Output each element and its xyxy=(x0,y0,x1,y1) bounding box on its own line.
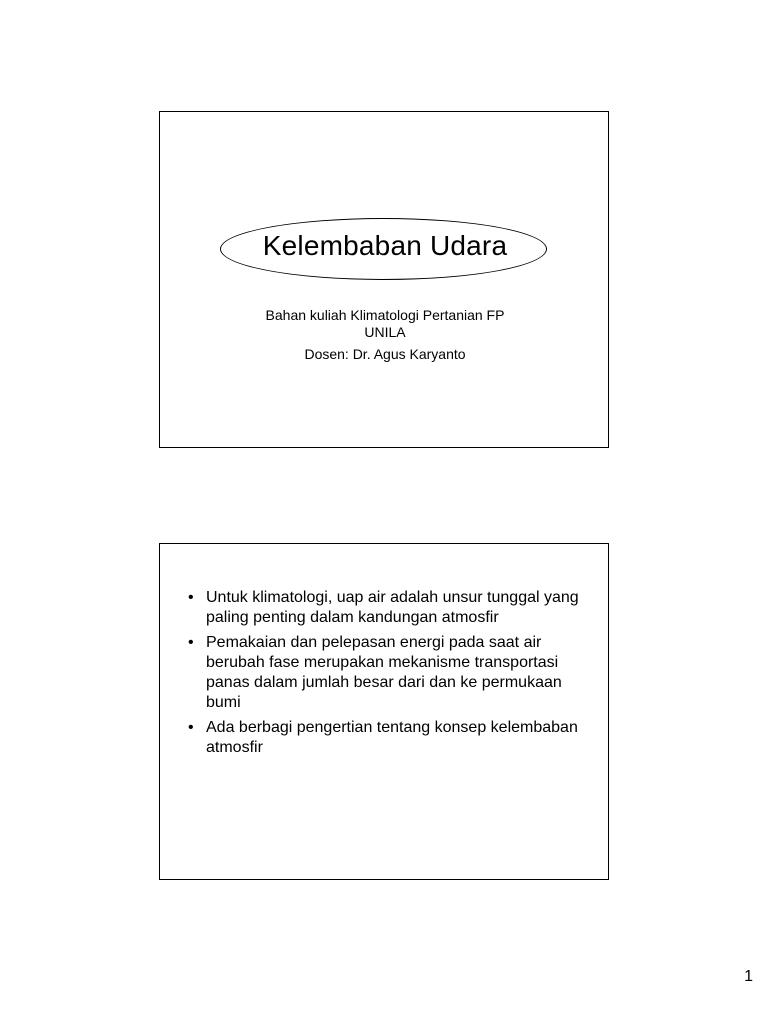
bullet-item xyxy=(182,633,592,713)
subtitle-lecturer: Dosen: Dr. Agus Karyanto xyxy=(304,346,466,362)
bullet-item xyxy=(182,588,592,628)
page-number: 1 xyxy=(744,968,753,985)
bullet-item xyxy=(182,718,592,758)
slide-title: Kelembaban Udara xyxy=(262,230,508,261)
subtitle-course: Bahan kuliah Klimatologi Pertanian FP xyxy=(265,307,505,323)
bullet-text: Ada berbagi pengertian tentang konsep kelembaban atmosfir xyxy=(206,719,578,756)
bullet-dot-icon: • xyxy=(188,719,194,736)
bullet-text: Pemakaian dan pelepasan energi pada saat air berubah fase merupakan mekanisme transportasi panas dalam jumlah besar dari dan ke permukaan bumi xyxy=(206,634,562,711)
bullet-dot-icon: • xyxy=(188,589,194,606)
subtitle-university: UNILA xyxy=(364,324,406,340)
slide-2 xyxy=(159,543,609,880)
bullet-text: Untuk klimatologi, uap air adalah unsur tunggal yang paling penting dalam kandungan atmosfir xyxy=(206,589,579,626)
bullet-dot-icon: • xyxy=(188,634,194,651)
slide-1 xyxy=(159,111,609,448)
bullet-list xyxy=(182,588,592,763)
